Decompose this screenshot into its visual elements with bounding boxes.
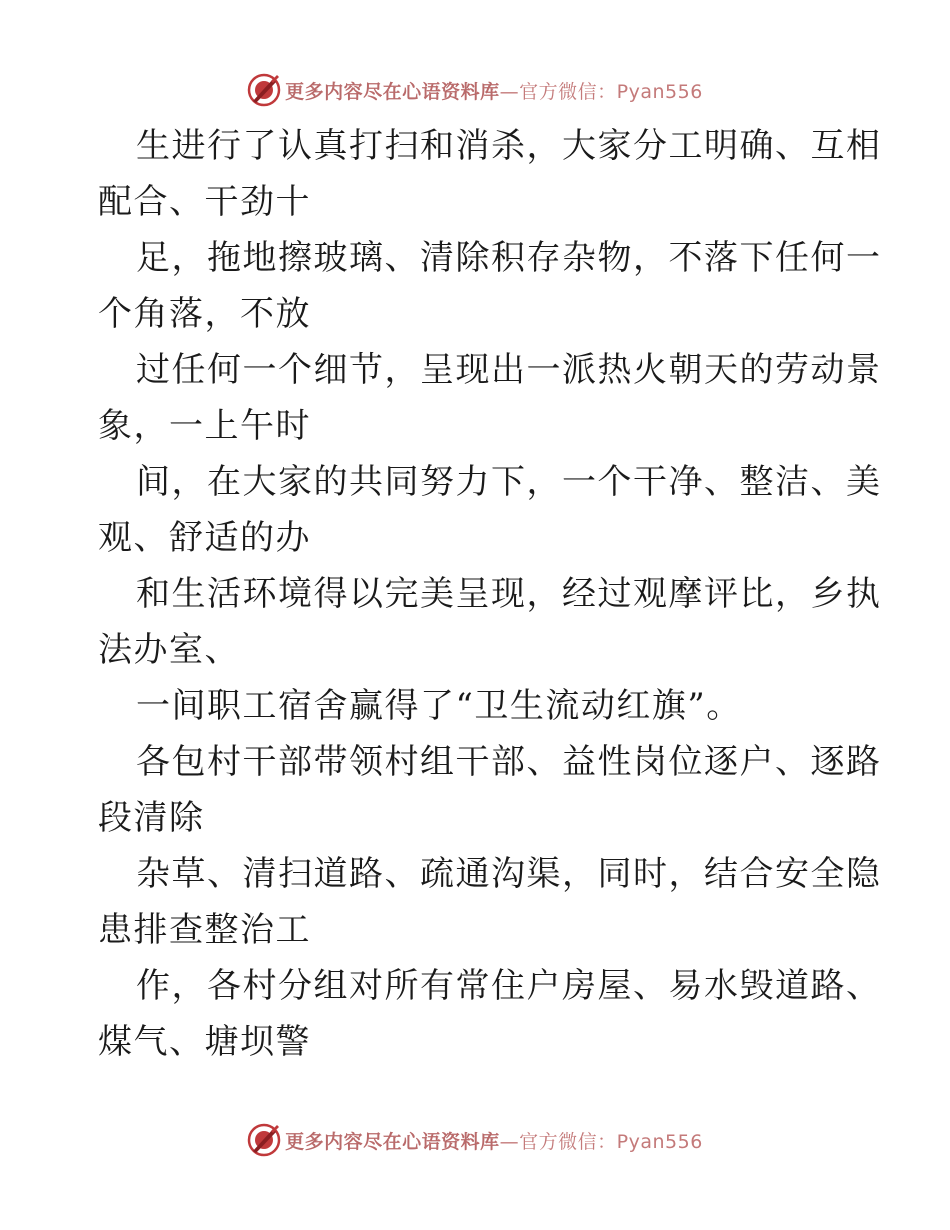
body-line: 间，在大家的共同努力下，一个干净、整洁、美 xyxy=(136,462,882,502)
header-separator: — xyxy=(499,80,520,103)
body-line: 个角落，不放 xyxy=(98,294,311,334)
footer-banner-text xyxy=(285,1127,703,1154)
body-line: 过任何一个细节，呈现出一派热火朝天的劳动景 xyxy=(136,350,882,390)
body-line: 配合、干劲十 xyxy=(98,182,311,222)
body-line: 一间职工宿舍赢得了“卫生流动红旗”。 xyxy=(136,686,742,726)
body-line: 足，拖地擦玻璃、清除积存杂物，不落下任何一 xyxy=(136,238,882,278)
quill-pen-seal-icon xyxy=(247,73,281,107)
quill-pen-seal-icon xyxy=(247,1123,281,1157)
body-line: 作，各村分组对所有常住户房屋、易水毁道路、 xyxy=(136,966,882,1006)
body-line: 杂草、清扫道路、疏通沟渠，同时，结合安全隐 xyxy=(136,854,882,894)
footer-site-text: 更多内容尽在心语资料库 xyxy=(285,1130,500,1153)
footer-official-text: 官方微信：Pyan556 xyxy=(519,1130,703,1153)
body-line: 患排查整治工 xyxy=(98,910,311,950)
document-body xyxy=(98,118,882,1070)
body-line: 观、舒适的办 xyxy=(98,518,311,558)
body-line: 生进行了认真打扫和消杀，大家分工明确、互相 xyxy=(136,126,882,166)
body-line: 煤气、塘坝警 xyxy=(98,1022,311,1062)
body-line: 段清除 xyxy=(98,798,205,838)
footer-separator: — xyxy=(499,1130,520,1153)
body-line: 和生活环境得以完美呈现，经过观摩评比，乡执 xyxy=(136,574,882,614)
body-line: 各包村干部带领村组干部、益性岗位逐户、逐路 xyxy=(136,742,882,782)
header-site-text: 更多内容尽在心语资料库 xyxy=(285,80,500,103)
header-banner xyxy=(0,70,950,110)
body-line: 法办室、 xyxy=(98,630,240,670)
footer-banner xyxy=(0,1120,950,1160)
header-banner-text xyxy=(285,77,703,104)
body-line: 象，一上午时 xyxy=(98,406,311,446)
header-official-text: 官方微信：Pyan556 xyxy=(519,80,703,103)
